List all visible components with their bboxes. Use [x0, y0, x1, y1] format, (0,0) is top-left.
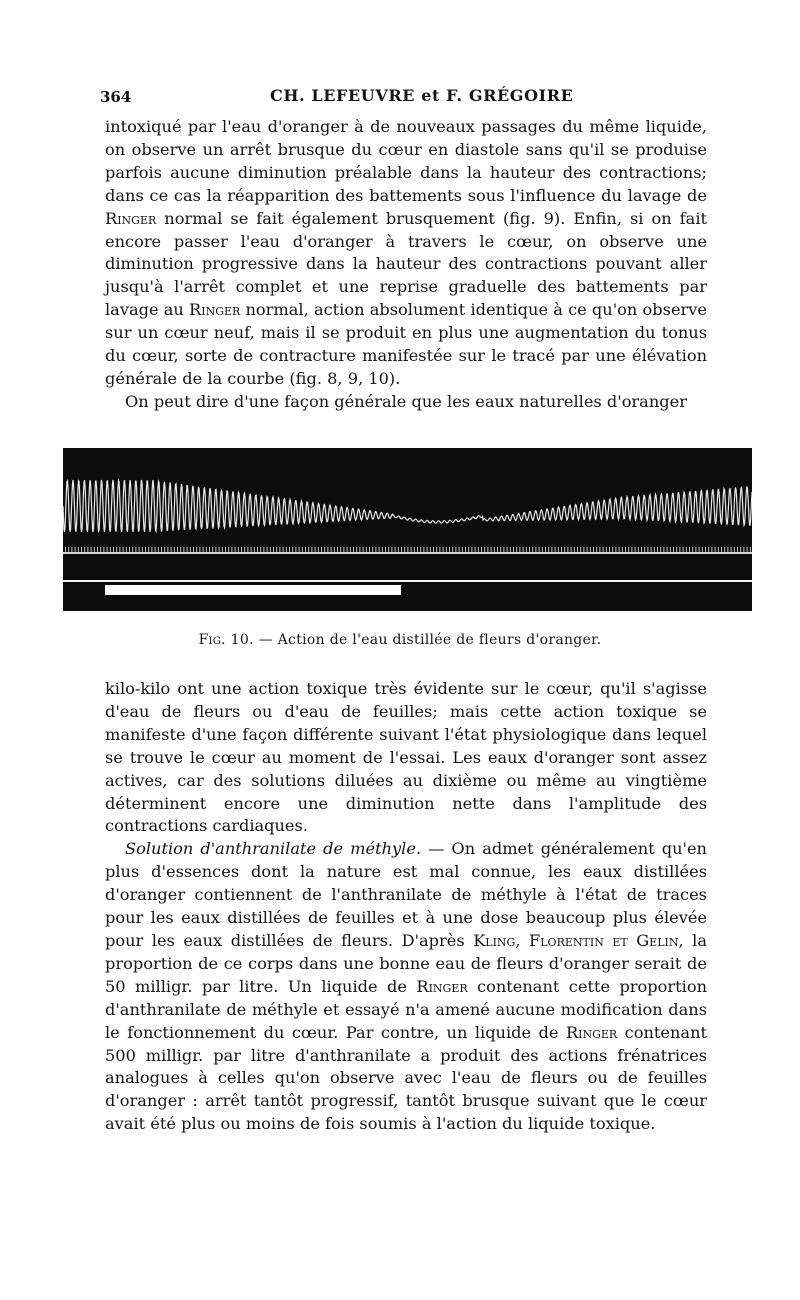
time-tick: [177, 547, 178, 552]
page-number: 364: [100, 88, 132, 106]
time-tick: [663, 547, 664, 552]
time-tick: [676, 547, 677, 552]
text-segment: contenant 500 milligr. par litre d'anthranilate a produit des actions frénatrices analogues à celles qu'on observe avec l'eau de fleurs ou de feuilles d'oranger : arrêt tantôt progressif, tantôt brusque suivant que le cœur avait été plus ou moins de fois soumis à l'action du liquide toxique.: [105, 1022, 707, 1134]
author-name: Ringer: [189, 300, 241, 320]
running-head: CH. LEFEUVRE et F. GRÉGOIRE: [270, 86, 574, 105]
time-tick: [743, 547, 744, 552]
time-tick: [212, 547, 213, 552]
author-names: Kling, Florentin et Gelin: [473, 930, 679, 950]
time-tick: [459, 547, 460, 552]
time-tick: [433, 547, 434, 552]
time-tick: [593, 547, 594, 552]
time-tick: [471, 547, 472, 552]
text-segment: , la proportion de ce corps dans une bonne eau de fleurs d'oranger serait de 50 milligr. par litre. Un liquide de: [105, 930, 707, 996]
time-tick: [308, 547, 309, 552]
time-tick: [324, 547, 325, 552]
time-marker-ticks: [65, 547, 751, 552]
time-tick: [628, 547, 629, 552]
time-tick: [318, 547, 319, 552]
time-tick: [699, 547, 700, 552]
time-tick: [334, 547, 335, 552]
time-tick: [750, 547, 751, 552]
time-tick: [254, 547, 255, 552]
time-tick: [711, 547, 712, 552]
time-tick: [263, 547, 264, 552]
time-tick: [561, 547, 562, 552]
time-tick: [695, 547, 696, 552]
time-tick: [84, 547, 85, 552]
figure-caption: [0, 632, 800, 648]
time-tick: [510, 547, 511, 552]
time-tick: [78, 547, 79, 552]
time-tick: [590, 547, 591, 552]
time-tick: [219, 547, 220, 552]
author-name: Ringer: [105, 208, 157, 228]
time-tick: [657, 547, 658, 552]
time-tick: [375, 547, 376, 552]
time-tick: [158, 547, 159, 552]
time-tick: [667, 547, 668, 552]
time-tick: [135, 547, 136, 552]
time-tick: [97, 547, 98, 552]
time-tick: [686, 547, 687, 552]
time-tick: [385, 547, 386, 552]
time-tick: [391, 547, 392, 552]
time-tick: [484, 547, 485, 552]
time-tick: [724, 547, 725, 552]
time-tick: [161, 547, 162, 552]
time-tick: [462, 547, 463, 552]
time-tick: [132, 547, 133, 552]
paragraph: [105, 838, 707, 1136]
time-tick: [631, 547, 632, 552]
time-tick: [571, 547, 572, 552]
time-tick: [423, 547, 424, 552]
time-tick: [529, 547, 530, 552]
time-tick: [113, 547, 114, 552]
time-tick: [129, 547, 130, 552]
paragraph: kilo-kilo ont une action toxique très évidente sur le cœur, qu'il s'agisse d'eau de fleurs ou d'eau de feuilles; mais cette action toxique se manifeste d'une façon différente suivant l'état physiologique dans lequel se trouve le cœur au moment de l'essai. Les eaux d'oranger sont assez actives, car des solutions diluées au dixième ou même au vingtième déterminent encore une diminution nette dans l'amplitude des contractions cardiaques.: [105, 679, 707, 836]
time-tick: [340, 547, 341, 552]
time-tick: [638, 547, 639, 552]
time-tick: [692, 547, 693, 552]
time-tick: [75, 547, 76, 552]
time-tick: [91, 547, 92, 552]
time-tick: [436, 547, 437, 552]
author-name: Ringer: [416, 976, 468, 996]
time-tick: [260, 547, 261, 552]
time-tick: [295, 547, 296, 552]
time-tick: [654, 547, 655, 552]
time-tick: [609, 547, 610, 552]
time-tick: [359, 547, 360, 552]
time-tick: [747, 547, 748, 552]
time-tick: [545, 547, 546, 552]
time-tick: [455, 547, 456, 552]
time-tick: [366, 547, 367, 552]
time-tick: [718, 547, 719, 552]
time-tick: [398, 547, 399, 552]
time-tick: [574, 547, 575, 552]
time-tick: [516, 547, 517, 552]
time-tick: [251, 547, 252, 552]
time-tick: [532, 547, 533, 552]
time-tick: [388, 547, 389, 552]
time-tick: [148, 547, 149, 552]
time-tick: [331, 547, 332, 552]
time-tick: [68, 547, 69, 552]
time-tick: [103, 547, 104, 552]
time-tick: [283, 547, 284, 552]
time-tick: [427, 547, 428, 552]
time-tick: [535, 547, 536, 552]
time-tick: [241, 547, 242, 552]
time-tick: [567, 547, 568, 552]
time-tick: [222, 547, 223, 552]
time-tick: [411, 547, 412, 552]
time-tick: [305, 547, 306, 552]
time-tick: [94, 547, 95, 552]
time-tick: [673, 547, 674, 552]
time-tick: [497, 547, 498, 552]
time-tick: [519, 547, 520, 552]
time-tick: [142, 547, 143, 552]
time-tick: [641, 547, 642, 552]
time-tick: [292, 547, 293, 552]
time-tick: [417, 547, 418, 552]
time-tick: [478, 547, 479, 552]
time-tick: [145, 547, 146, 552]
time-tick: [235, 547, 236, 552]
time-tick: [430, 547, 431, 552]
time-tick: [273, 547, 274, 552]
time-tick: [401, 547, 402, 552]
time-tick: [580, 547, 581, 552]
time-tick: [315, 547, 316, 552]
time-tick: [276, 547, 277, 552]
time-tick: [270, 547, 271, 552]
time-tick: [123, 547, 124, 552]
time-tick: [670, 547, 671, 552]
time-tick: [606, 547, 607, 552]
time-tick: [555, 547, 556, 552]
bottom-text-block: [105, 678, 707, 1136]
time-tick: [244, 547, 245, 552]
figure-label: Fig. 10.: [198, 632, 254, 648]
time-tick: [247, 547, 248, 552]
time-tick: [439, 547, 440, 552]
time-tick: [116, 547, 117, 552]
time-tick: [267, 547, 268, 552]
time-tick: [171, 547, 172, 552]
paragraph: On peut dire d'une façon générale que les eaux naturelles d'oranger: [125, 391, 687, 411]
time-tick: [174, 547, 175, 552]
time-tick: [491, 547, 492, 552]
time-tick: [548, 547, 549, 552]
tracing-svg: [63, 448, 752, 611]
time-tick: [180, 547, 181, 552]
time-marker-line: [63, 552, 752, 554]
time-tick: [379, 547, 380, 552]
time-tick: [203, 547, 204, 552]
text-segment: intoxiqué par l'eau d'oranger à de nouveaux passages du même liquide, on observe un arrêt brusque du cœur en diastole sans qu'il se produise parfois aucune diminution préalable dans la hauteur des contractions; dans ce cas la réapparition des battements sous l'influence du lavage de: [105, 117, 707, 205]
top-text-block: [105, 116, 707, 414]
time-tick: [404, 547, 405, 552]
time-tick: [382, 547, 383, 552]
time-tick: [446, 547, 447, 552]
time-tick: [500, 547, 501, 552]
time-tick: [286, 547, 287, 552]
time-tick: [647, 547, 648, 552]
time-tick: [577, 547, 578, 552]
time-tick: [343, 547, 344, 552]
text-segment: — On admet généralement qu'en plus d'essences dont la nature est mal connue, les eaux distillées d'oranger contiennent de l'anthranilate de méthyle à l'état de traces pour les eaux distillées de feuilles et à une dose beaucoup plus élevée pour les eaux distillées de fleurs. D'après: [105, 839, 707, 950]
time-tick: [356, 547, 357, 552]
time-tick: [523, 547, 524, 552]
time-tick: [689, 547, 690, 552]
time-tick: [321, 547, 322, 552]
time-tick: [206, 547, 207, 552]
author-name: Ringer: [565, 1022, 618, 1042]
time-tick: [475, 547, 476, 552]
time-tick: [164, 547, 165, 552]
text-segment: normal, action absolument identique à ce qu'on observe sur un cœur neuf, mais il se produit en plus une augmentation du tonus du cœur, sorte de contracture manifestée sur le tracé par une élévation générale de la courbe (fig. 8, 9, 10).: [105, 300, 707, 388]
time-tick: [708, 547, 709, 552]
time-tick: [583, 547, 584, 552]
time-tick: [683, 547, 684, 552]
time-tick: [727, 547, 728, 552]
baseline-line: [63, 580, 752, 582]
time-tick: [196, 547, 197, 552]
time-tick: [715, 547, 716, 552]
time-tick: [193, 547, 194, 552]
time-tick: [395, 547, 396, 552]
time-tick: [599, 547, 600, 552]
time-tick: [279, 547, 280, 552]
section-title: Solution d'anthranilate de méthyle.: [125, 839, 422, 859]
time-tick: [494, 547, 495, 552]
time-tick: [587, 547, 588, 552]
time-tick: [167, 547, 168, 552]
time-tick: [302, 547, 303, 552]
time-tick: [190, 547, 191, 552]
time-tick: [337, 547, 338, 552]
time-tick: [603, 547, 604, 552]
time-tick: [372, 547, 373, 552]
time-tick: [187, 547, 188, 552]
time-tick: [734, 547, 735, 552]
time-tick: [468, 547, 469, 552]
time-tick: [702, 547, 703, 552]
time-tick: [126, 547, 127, 552]
time-tick: [596, 547, 597, 552]
time-tick: [612, 547, 613, 552]
time-tick: [363, 547, 364, 552]
time-tick: [539, 547, 540, 552]
time-tick: [353, 547, 354, 552]
time-tick: [215, 547, 216, 552]
time-tick: [231, 547, 232, 552]
time-tick: [228, 547, 229, 552]
time-tick: [81, 547, 82, 552]
time-tick: [369, 547, 370, 552]
time-tick: [660, 547, 661, 552]
time-tick: [183, 547, 184, 552]
time-tick: [311, 547, 312, 552]
time-tick: [443, 547, 444, 552]
time-tick: [481, 547, 482, 552]
text-segment: normal se fait également brusquement (fig. 9). Enfin, si on fait encore passer l'eau d'oranger à travers le cœur, on observe une diminution progressive dans la hauteur des contractions pouvant aller jusqu'à l'arrêt complet et une reprise graduelle des battements par lavage au: [105, 208, 707, 320]
time-tick: [87, 547, 88, 552]
time-tick: [526, 547, 527, 552]
time-tick: [651, 547, 652, 552]
perfusion-signal-bar: [105, 585, 401, 595]
time-tick: [542, 547, 543, 552]
time-tick: [507, 547, 508, 552]
time-tick: [327, 547, 328, 552]
time-tick: [679, 547, 680, 552]
time-tick: [625, 547, 626, 552]
time-tick: [65, 547, 66, 552]
time-tick: [209, 547, 210, 552]
time-tick: [225, 547, 226, 552]
time-tick: [705, 547, 706, 552]
time-tick: [737, 547, 738, 552]
time-tick: [721, 547, 722, 552]
time-tick: [414, 547, 415, 552]
time-tick: [564, 547, 565, 552]
time-tick: [110, 547, 111, 552]
time-tick: [257, 547, 258, 552]
paragraph: [105, 116, 707, 391]
time-tick: [151, 547, 152, 552]
kymograph-tracing: [63, 448, 752, 611]
time-tick: [731, 547, 732, 552]
time-tick: [347, 547, 348, 552]
time-tick: [350, 547, 351, 552]
time-tick: [551, 547, 552, 552]
time-tick: [615, 547, 616, 552]
time-tick: [452, 547, 453, 552]
time-tick: [289, 547, 290, 552]
time-tick: [558, 547, 559, 552]
time-tick: [107, 547, 108, 552]
time-tick: [644, 547, 645, 552]
text-segment: contenant cette proportion d'anthranilate de méthyle et essayé n'a amené aucune modification dans le fonctionnement du cœur. Par contre, un liquide de: [105, 976, 707, 1042]
time-tick: [503, 547, 504, 552]
time-tick: [420, 547, 421, 552]
time-tick: [199, 547, 200, 552]
time-tick: [622, 547, 623, 552]
time-tick: [100, 547, 101, 552]
time-tick: [139, 547, 140, 552]
time-tick: [487, 547, 488, 552]
time-tick: [238, 547, 239, 552]
caption-text: — Action de l'eau distillée de fleurs d'oranger.: [253, 632, 602, 648]
time-tick: [449, 547, 450, 552]
time-tick: [155, 547, 156, 552]
time-tick: [465, 547, 466, 552]
time-tick: [635, 547, 636, 552]
time-tick: [619, 547, 620, 552]
time-tick: [407, 547, 408, 552]
time-tick: [71, 547, 72, 552]
time-tick: [299, 547, 300, 552]
time-tick: [513, 547, 514, 552]
time-tick: [740, 547, 741, 552]
time-tick: [119, 547, 120, 552]
